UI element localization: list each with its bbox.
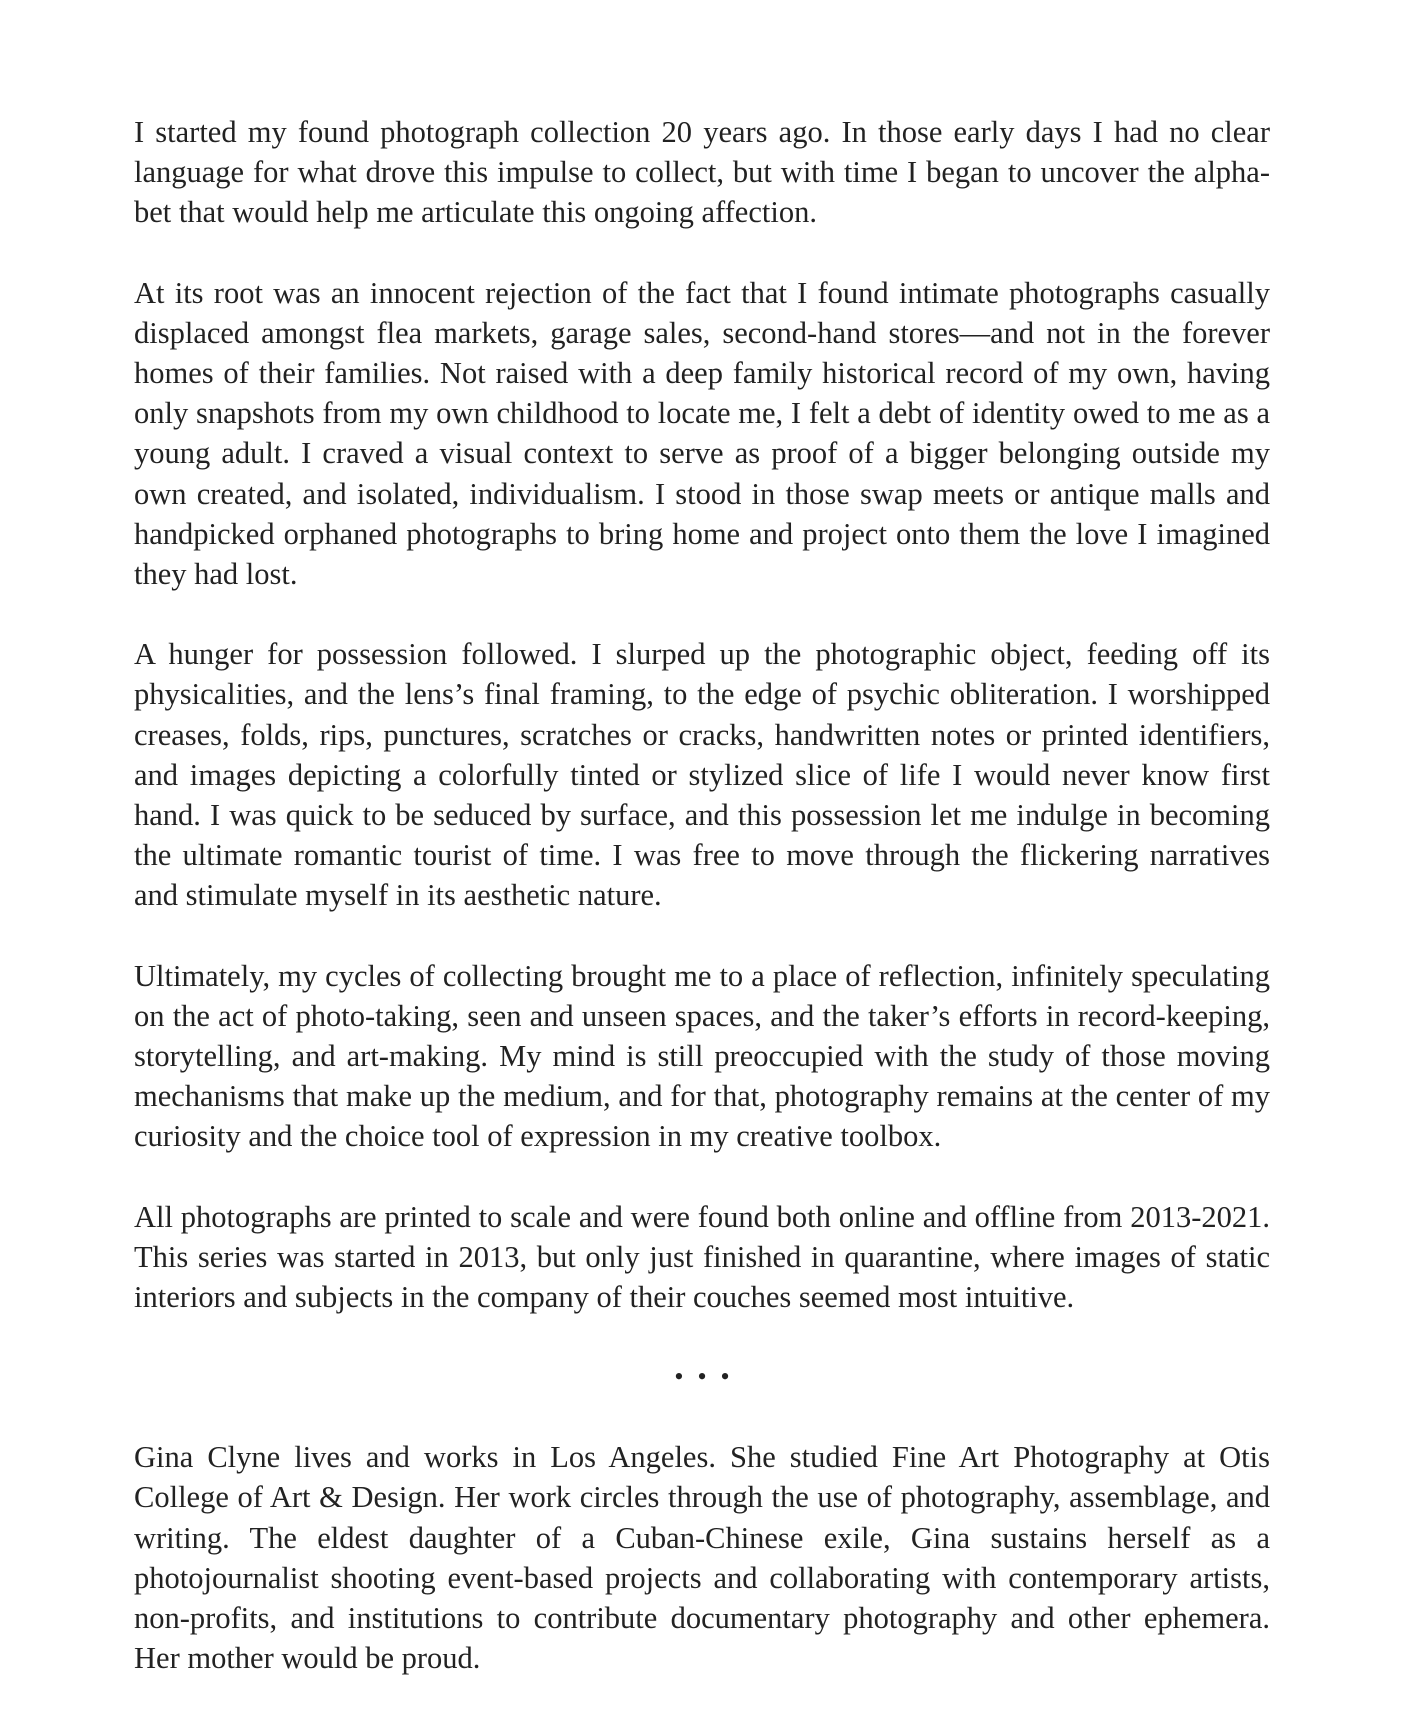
statement-paragraph-3: A hunger for possession followed. I slurped up the photographic object, feeding off its physicalities, and the lens’s final framing, to the edge of psychic obliteration. I worshipped creases, folds, rips, punctures, scratches or cracks, handwritten notes or printed identifiers, and images depicting a colorfully tinted or stylized slice of life I would never know first hand. I was quick to be seduced by surface, and this possession let me indulge in becoming the ultimate romantic tourist of time. I was free to move through the flickering narratives and stimulate myself in its aesthetic nature. [134, 637, 1270, 913]
statement-paragraph-1: I started my found photograph collection 20 years ago. In those early days I had no clear language for what drove this impulse to collect, but with time I began to uncover the alphabet that would help me articulate this ongoing affection. [134, 115, 1270, 230]
statement-paragraph-5: All photographs are printed to scale and were found both online and offline from 2013-2021. This series was started in 2013, but only just finished in quarantine, where images of static interiors and subjects in the company of their couches seemed most intuitive. [134, 1199, 1270, 1315]
artist-bio: Gina Clyne lives and works in Los Angeles. She studied Fine Art Photography at Otis College of Art & Design. Her work circles through the use of photography, assemblage, and writing. The eldest daughter of a Cuban-Chinese exile, Gina sustains herself as a photojournalist shooting event-based projects and collaborating with contemporary artists, non-profits, and institutions to contribute documentary photography and other ephemera. Her mother would be proud. [134, 1440, 1270, 1676]
document-page [134, 112, 1270, 1719]
statement-paragraph-4: Ultimately, my cycles of collecting brought me to a place of reflection, infinitely speculating on the act of photo-taking, seen and unseen spaces, and the taker’s efforts in record-keeping, storytelling, and art-making. My mind is still preoccupied with the study of those moving mechanisms that make up the medium, and for that, photography remains at the center of my curiosity and the choice tool of expression in my creative toolbox. [134, 958, 1270, 1154]
statement-paragraph-2: At its root was an innocent rejection of the fact that I found intimate photographs casually displaced amongst flea markets, garage sales, second-hand stores—and not in the forever homes of their families. Not raised with a deep family historical record of my own, having only snapshots from my own childhood to locate me, I felt a debt of identity owed to me as a young adult. I craved a visual context to serve as proof of a bigger belonging outside my own created, and isolated, individualism. I stood in those swap meets or antique malls and handpicked orphaned photographs to bring home and project onto them the love I imagined they had lost. [134, 275, 1270, 592]
section-divider: ••• [674, 1362, 744, 1392]
